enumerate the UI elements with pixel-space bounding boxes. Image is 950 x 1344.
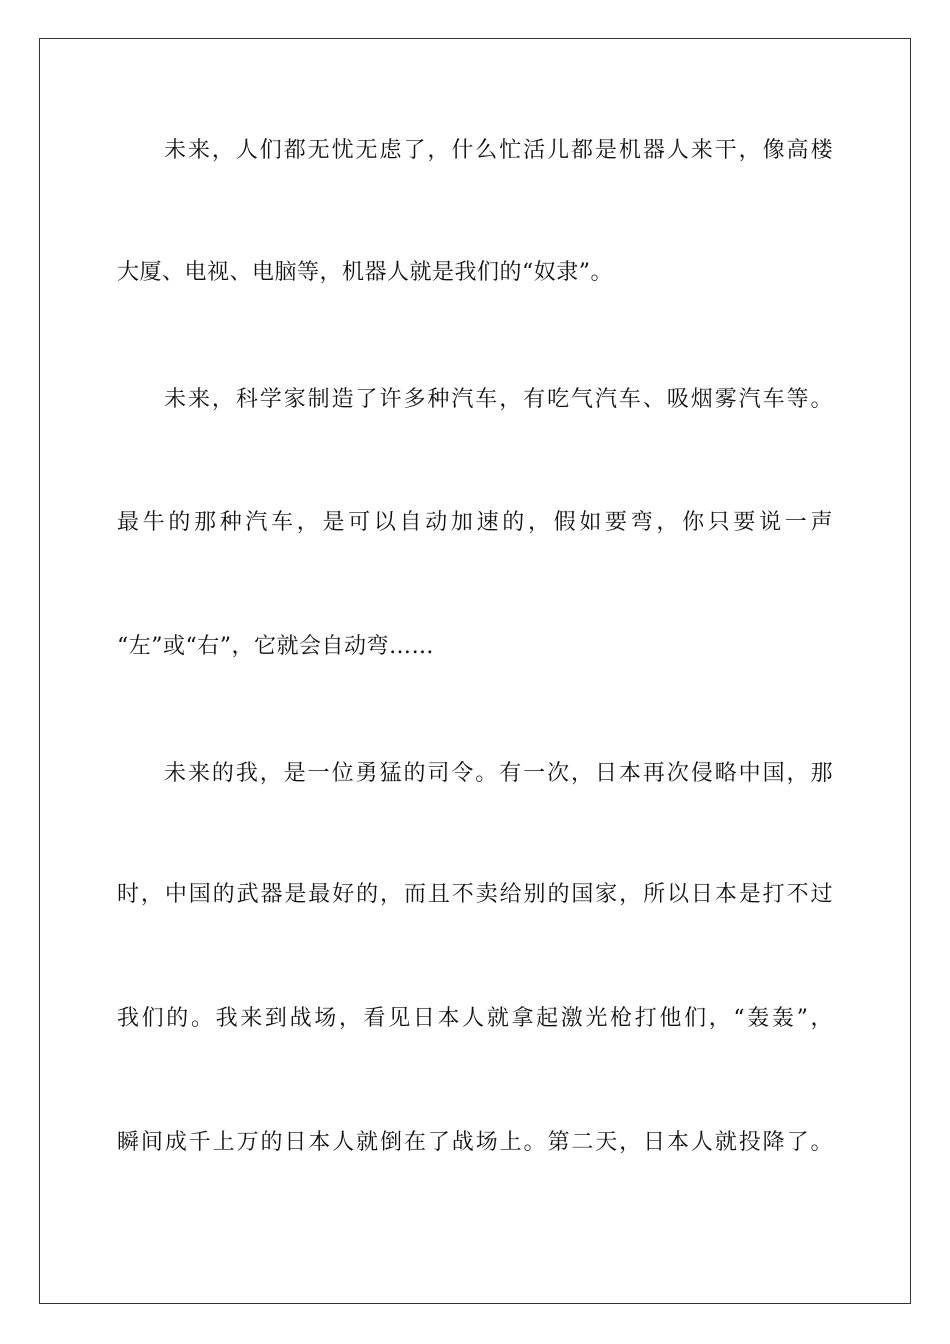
paragraph-3-line-2: 时，中国的武器是最好的，而且不卖给别的国家，所以日本是打不过 <box>117 882 833 907</box>
paragraph-3-line-3: 我们的。我来到战场，看见日本人就拿起激光枪打他们，“轰轰”， <box>117 1006 833 1031</box>
paragraph-3-line-1: 未来的我，是一位勇猛的司令。有一次，日本再次侵略中国，那 <box>164 761 833 786</box>
paragraph-1-line-1: 未来，人们都无忧无虑了，什么忙活儿都是机器人来干，像高楼 <box>164 138 833 163</box>
page-border <box>39 38 911 1304</box>
paragraph-2-line-2: 最牛的那种汽车，是可以自动加速的，假如要弯，你只要说一声 <box>117 510 833 535</box>
paragraph-1-line-2: 大厦、电视、电脑等，机器人就是我们的“奴隶”。 <box>117 260 613 285</box>
paragraph-2-line-3: “左”或“右”，它就会自动弯…… <box>117 634 434 659</box>
paragraph-2-line-1: 未来，科学家制造了许多种汽车，有吃气汽车、吸烟雾汽车等。 <box>164 387 833 412</box>
paragraph-3-line-4: 瞬间成千上万的日本人就倒在了战场上。第二天，日本人就投降了。 <box>117 1130 833 1155</box>
